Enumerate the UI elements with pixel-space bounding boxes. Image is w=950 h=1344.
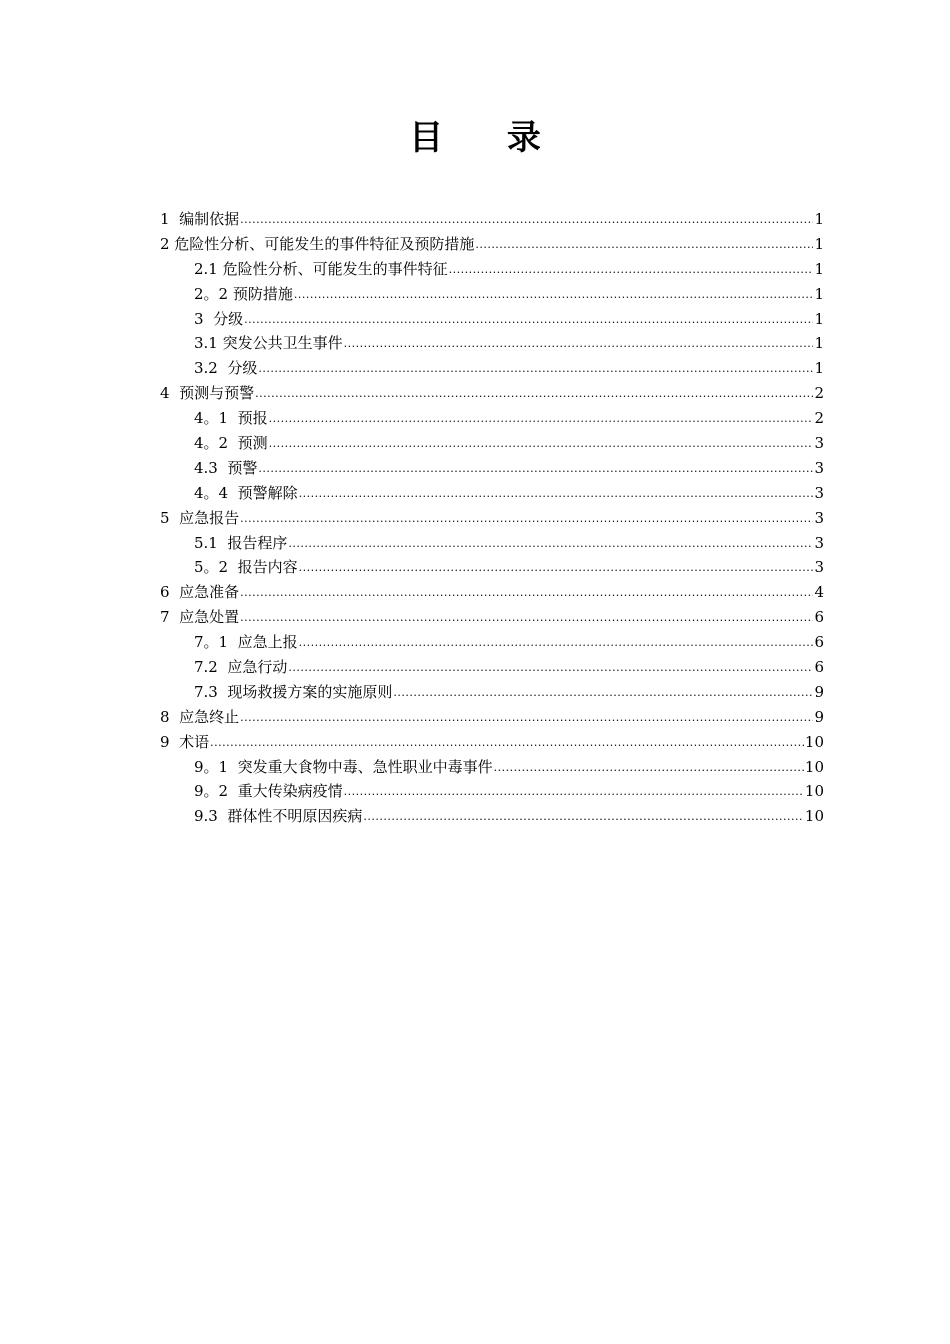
toc-entry-label: 4.3 预警 [194,458,258,477]
toc-entry-label: 9。2 重大传染病疫情 [194,782,343,801]
toc-entry-page: 10 [804,732,824,751]
toc-entry-label: 6 应急准备 [160,583,240,602]
toc-entry-label: 3.2 分级 [194,359,258,378]
toc-dot-leader [210,731,804,755]
toc-dot-leader [258,457,813,481]
toc-entry-page: 3 [814,434,824,453]
toc-dot-leader [299,482,814,506]
toc-entry[interactable] [160,779,824,804]
toc-entry-label: 9。1 突发重大食物中毒、急性职业中毒事件 [194,757,493,776]
toc-dot-leader [449,258,814,282]
toc-entry-page: 2 [814,409,824,428]
toc-entry-label: 7.2 应急行动 [194,658,288,677]
toc-dot-leader [269,407,814,431]
toc-entry[interactable] [160,705,824,730]
toc-entry-label: 3.1 突发公共卫生事件 [194,334,343,353]
toc-entry-label: 2。2 预防措施 [194,284,293,303]
toc-entry[interactable] [160,605,824,630]
toc-entry-page: 1 [814,259,824,278]
toc-entry-page: 10 [804,807,824,826]
table-of-contents [160,207,824,829]
toc-entry-label: 5 应急报告 [160,508,240,527]
toc-entry-page: 6 [814,608,824,627]
toc-dot-leader [299,556,814,580]
toc-entry[interactable] [160,456,824,481]
toc-dot-leader [269,432,814,456]
toc-entry[interactable] [160,431,824,456]
toc-entry-label: 7。1 应急上报 [194,633,298,652]
toc-dot-leader [294,283,814,307]
toc-entry-page: 1 [814,334,824,353]
toc-entry[interactable] [160,282,824,307]
toc-dot-leader [240,606,813,630]
toc-entry[interactable] [160,257,824,282]
toc-entry-page: 3 [814,533,824,552]
toc-entry[interactable] [160,356,824,381]
toc-entry-page: 6 [814,658,824,677]
toc-dot-leader [475,233,813,257]
toc-entry[interactable] [160,307,824,332]
toc-entry-page: 3 [814,483,824,502]
toc-dot-leader [393,681,813,705]
toc-entry-page: 4 [814,583,824,602]
toc-dot-leader [344,780,804,804]
toc-entry-label: 5。2 报告内容 [194,558,298,577]
toc-entry[interactable] [160,531,824,556]
toc-entry[interactable] [160,755,824,780]
toc-entry[interactable] [160,506,824,531]
toc-entry-label: 4。4 预警解除 [194,483,298,502]
toc-entry[interactable] [160,331,824,356]
toc-entry-page: 2 [814,384,824,403]
toc-entry[interactable] [160,580,824,605]
toc-entry-page: 1 [814,210,824,228]
toc-entry-page: 10 [804,757,824,776]
toc-entry-page: 3 [814,458,824,477]
toc-entry[interactable] [160,630,824,655]
toc-entry-label: 2.1 危险性分析、可能发生的事件特征 [194,259,448,278]
toc-dot-leader [288,656,813,680]
toc-entry[interactable] [160,555,824,580]
toc-entry-label: 7 应急处置 [160,608,240,627]
toc-entry[interactable] [160,655,824,680]
toc-dot-leader [240,581,813,605]
toc-entry-label: 4。1 预报 [194,409,268,428]
toc-entry-page: 10 [804,782,824,801]
toc-entry-page: 1 [814,359,824,378]
toc-entry-page: 9 [814,707,824,726]
toc-dot-leader [244,308,813,332]
toc-entry-label: 8 应急终止 [160,707,240,726]
toc-entry-label: 4 预测与预警 [160,384,255,403]
toc-entry-page: 1 [814,284,824,303]
toc-entry-page: 1 [814,234,824,253]
toc-entry-label: 1 编制依据 [160,210,240,228]
toc-entry-label: 9 术语 [160,732,210,751]
page-title: 目 录 [409,118,567,158]
toc-dot-leader [255,382,813,406]
toc-dot-leader [288,532,813,556]
toc-entry-page: 1 [814,309,824,328]
toc-dot-leader [299,631,814,655]
toc-dot-leader [494,756,804,780]
toc-entry-label: 9.3 群体性不明原因疾病 [194,807,363,826]
toc-entry-page: 3 [814,558,824,577]
toc-entry-page: 6 [814,633,824,652]
toc-dot-leader [240,507,813,531]
toc-entry-label: 5.1 报告程序 [194,533,288,552]
toc-entry[interactable] [160,730,824,755]
toc-entry[interactable] [160,680,824,705]
toc-dot-leader [363,805,804,829]
toc-entry-label: 7.3 现场救援方案的实施原则 [194,682,393,701]
toc-dot-leader [240,208,813,232]
toc-entry[interactable] [160,381,824,406]
toc-entry-label: 2 危险性分析、可能发生的事件特征及预防措施 [160,234,475,253]
toc-dot-leader [240,706,813,730]
toc-entry[interactable] [160,207,824,232]
toc-entry[interactable] [160,232,824,257]
toc-entry-page: 3 [814,508,824,527]
toc-dot-leader [258,357,813,381]
toc-entry[interactable] [160,406,824,431]
toc-entry-label: 3 分级 [194,309,244,328]
toc-entry-page: 9 [814,682,824,701]
toc-entry[interactable] [160,481,824,506]
toc-entry[interactable] [160,804,824,829]
toc-entry-label: 4。2 预测 [194,434,268,453]
toc-dot-leader [344,332,814,356]
